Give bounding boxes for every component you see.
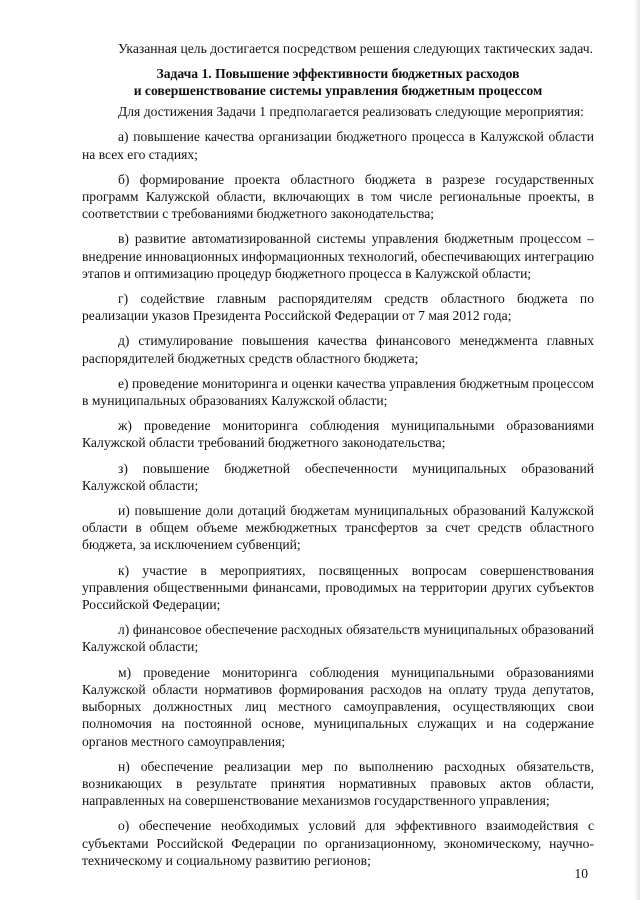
intro-paragraph: Указанная цель достигается посредством решения следующих тактических задач. — [118, 41, 593, 56]
list-item-a: а) повышение качества организации бюджетного процесса в Калужской области на всех его стадиях; — [82, 129, 594, 162]
list-item-i: и) повышение доли дотаций бюджетам муниципальных образований Калужской области в общем объеме межбюджетных трансфертов за счет средств областного бюджета, за исключением субвенций; — [82, 503, 594, 553]
task-heading-line-1: Задача 1. Повышение эффективности бюджетных расходов — [156, 66, 520, 82]
list-item-zh: ж) проведение мониторинга соблюдения муниципальными образованиями Калужской области требований бюджетного законодательства; — [82, 418, 594, 451]
page-number: 10 — [574, 866, 588, 881]
page-edge-shadow — [634, 0, 640, 900]
list-item-k: к) участие в мероприятиях, посвященных вопросам совершенствования управления общественными финансами, проводимых на территории других субъектов Российской Федерации; — [82, 562, 594, 613]
list-item-b: б) формирование проекта областного бюджета в разрезе государственных программ Калужской области, включающих в том числе региональные проекты, в соответствии с требованиями бюджетного законодательства; — [82, 171, 594, 222]
list-item-z: з) повышение бюджетной обеспеченности муниципальных образований Калужской области; — [82, 460, 594, 493]
task-intro-paragraph: Для достижения Задачи 1 предполагается реализовать следующие мероприятия: — [118, 104, 584, 120]
task-heading-line-2: и совершенствование системы управления бюджетным процессом — [133, 83, 543, 99]
task-heading — [82, 65, 594, 99]
list-item-m: м) проведение мониторинга соблюдения муниципальными образованиями Калужской области нормативов формирования расходов на оплату труда депутатов, выборных должностных лиц местного самоуправления, осуществляющих свои полномочия на постоянной основе, муниципальных служащих и на содержание органов местного самоуправления; — [82, 664, 594, 749]
list-item-v: в) развитие автоматизированной системы управления бюджетным процессом – внедрение инновационных информационных технологий, обеспечивающих интеграцию этапов и оптимизацию процедур бюджетного процесса в Калужской области; — [82, 231, 594, 281]
list-item-l: л) финансовое обеспечение расходных обязательств муниципальных образований Калужской области; — [82, 622, 594, 655]
list-item-o: о) обеспечение необходимых условий для эффективного взаимодействия с субъектами Российской Федерации по организационному, экономическому, научно-техническому и социальному развитию регионов; — [82, 818, 594, 868]
document-body — [82, 40, 594, 877]
list-item-g: г) содействие главным распорядителям средств областного бюджета по реализации указов Президента Российской Федерации от 7 мая 2012 года; — [82, 291, 594, 324]
list-item-d: д) стимулирование повышения качества финансового менеджмента главных распорядителей бюджетных средств областного бюджета; — [82, 333, 594, 366]
list-item-e: е) проведение мониторинга и оценки качества управления бюджетным процессом в муниципальных образованиях Калужской области; — [82, 375, 594, 409]
list-item-n: н) обеспечение реализации мер по выполнению расходных обязательств, возникающих в результате принятия нормативных правовых актов области, направленных на совершенствование механизмов государственного управления; — [82, 758, 594, 809]
